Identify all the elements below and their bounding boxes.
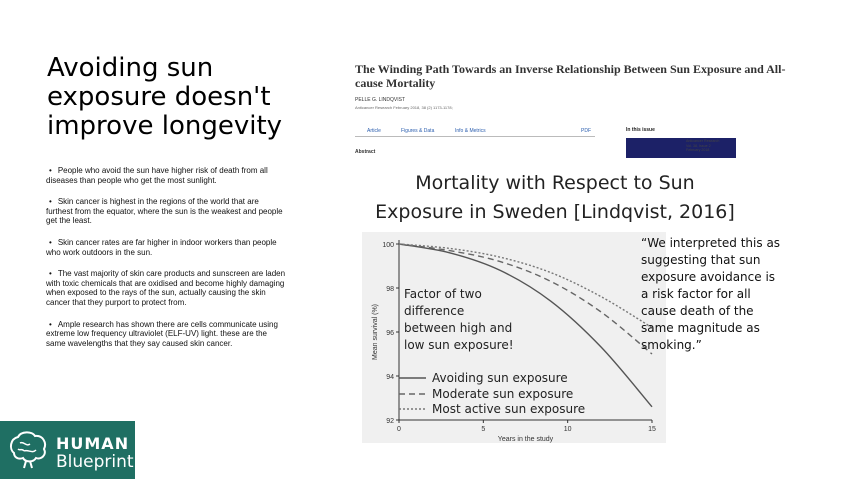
slide-title: Avoiding sun exposure doesn't improve longevity <box>47 53 283 141</box>
human-blueprint-logo <box>0 421 135 479</box>
paper-author: PELLE G. LINDQVIST <box>355 97 406 103</box>
annotation-line: between high and <box>404 321 513 335</box>
bullet-item: • Skin cancer rates are far higher in indoor workers than people who work outdoors in the sun. <box>46 238 286 257</box>
paper-tab-article[interactable]: Article <box>367 128 381 134</box>
legend-label: Most active sun exposure <box>432 402 586 416</box>
y-tick-label: 96 <box>386 330 394 337</box>
logo-text-blueprint: Blueprint <box>56 452 134 472</box>
annotation-line: difference <box>404 304 465 318</box>
x-tick-label: 15 <box>648 426 656 433</box>
annotation-line: low sun exposure! <box>404 338 514 352</box>
x-axis-label: Years in the study <box>497 436 554 443</box>
issue-line: Vol. 38, Issue 2 <box>686 143 711 148</box>
chart-annotation <box>404 287 514 352</box>
paper-tab-figures[interactable]: Figures & Data <box>401 128 435 134</box>
x-tick-label: 0 <box>397 426 401 433</box>
bullet-item: • Skin cancer is highest in the regions of the world that are furthest from the equator, where the sun is the weakest and people get the least. <box>46 197 286 226</box>
y-axis-label: Mean survival (%) <box>372 303 379 361</box>
y-tick-label: 92 <box>386 418 394 425</box>
legend-label: Moderate sun exposure <box>432 387 574 401</box>
y-tick-label: 94 <box>386 374 394 381</box>
paper-tab-info[interactable]: Info & Metrics <box>455 128 486 134</box>
paper-abstract-label: Abstract <box>355 149 376 155</box>
brain-icon <box>6 429 50 469</box>
paper-title: The Winding Path Towards an Inverse Relationship Between Sun Exposure and All-cause Mortality <box>355 62 786 90</box>
paper-journal: Anticancer Research February 2018, 38 (2) 1173-1178; <box>355 105 453 110</box>
x-tick-label: 10 <box>563 426 572 433</box>
survival-chart <box>362 232 666 443</box>
survival-chart-svg <box>362 232 666 443</box>
chart-heading-line1: Mortality with Respect to Sun <box>415 172 695 194</box>
issue-label: In this issue <box>626 127 655 133</box>
x-tick-label: 5 <box>481 426 486 433</box>
paper-tab-pdf[interactable]: PDF <box>581 128 591 134</box>
chart-heading-line2: Exposure in Sweden [Lindqvist, 2016] <box>375 201 735 223</box>
bullet-item: • The vast majority of skin care products and sunscreen are laden with toxic chemicals that are oxidised and become highly damaging when exposed to the rays of the sun, actually causing the skin cancer that they purport to protect from. <box>46 269 286 307</box>
issue-info <box>686 139 736 153</box>
study-quote: “We interpreted this as suggesting that sun exposure avoidance is a risk factor for all cause death of the same magnitude as smoking.” <box>641 236 781 352</box>
issue-line: Anticancer Research <box>686 139 720 143</box>
issue-line: February 2018 <box>686 148 710 153</box>
bullet-item: • People who avoid the sun have higher risk of death from all diseases than people who get the most sunlight. <box>46 166 286 185</box>
y-tick-label: 98 <box>386 286 394 293</box>
bullet-item: • Ample research has shown there are cells communicate using extreme low frequency ultraviolet (ELF-UV) light. these are the same wavelengths that they say caused skin cancer. <box>46 320 286 349</box>
logo-text-human: HUMAN <box>56 434 130 453</box>
bullet-list <box>46 166 286 360</box>
paper-nav <box>355 126 595 137</box>
chart-heading <box>370 169 740 227</box>
annotation-line: Factor of two <box>404 287 482 301</box>
legend-label: Avoiding sun exposure <box>432 371 568 385</box>
y-tick-label: 100 <box>382 242 394 249</box>
